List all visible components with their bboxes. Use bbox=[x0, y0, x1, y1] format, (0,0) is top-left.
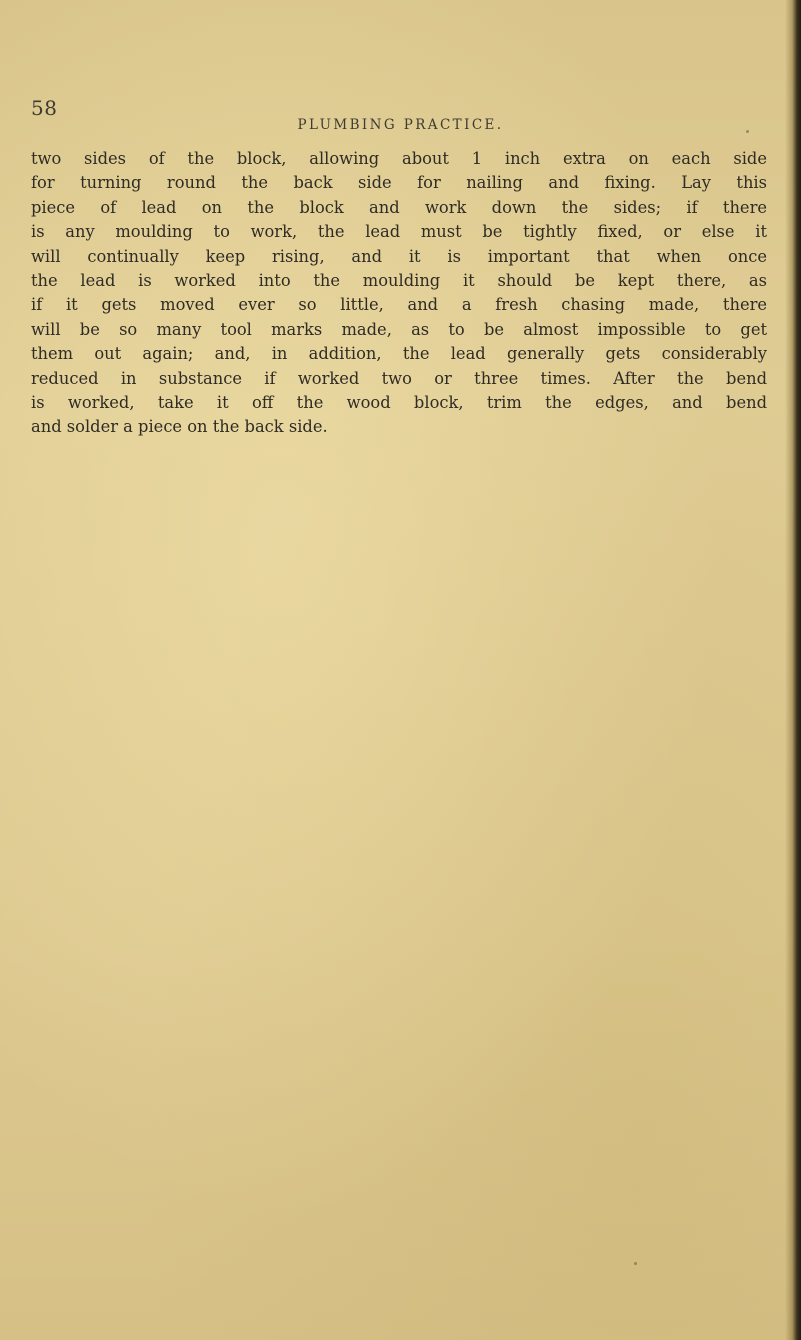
page-edge-shadow bbox=[785, 0, 801, 1340]
text-line: for turning round the back side for nailing and fixing. Lay this bbox=[31, 173, 767, 193]
text-line: the lead is worked into the moulding it should be kept there, as bbox=[31, 270, 767, 290]
text-line: will continually keep rising, and it is important that when once bbox=[31, 246, 767, 266]
text-line: piece of lead on the block and work down the sides; if there bbox=[31, 197, 767, 217]
text-line: reduced in substance if worked two or three times. After the bend bbox=[31, 368, 767, 388]
running-head: PLUMBING PRACTICE. bbox=[297, 117, 504, 133]
text-line: two sides of the block, allowing about 1 inch extra on each side bbox=[31, 149, 767, 168]
body-paragraph bbox=[31, 147, 767, 440]
text-line: is worked, take it off the wood block, trim the edges, and bend bbox=[31, 392, 767, 412]
paper-speck bbox=[634, 1262, 637, 1265]
text-line: will be so many tool marks made, as to be almost impossible to get bbox=[31, 319, 767, 339]
text-line: is any moulding to work, the lead must be tightly fixed, or else it bbox=[31, 222, 767, 242]
text-line: and solder a piece on the back side. bbox=[31, 417, 328, 437]
text-line: if it gets moved ever so little, and a fresh chasing made, there bbox=[31, 295, 767, 315]
text-line: them out again; and, in addition, the lead generally gets considerably bbox=[31, 344, 767, 364]
page-number: 58 bbox=[31, 96, 58, 120]
